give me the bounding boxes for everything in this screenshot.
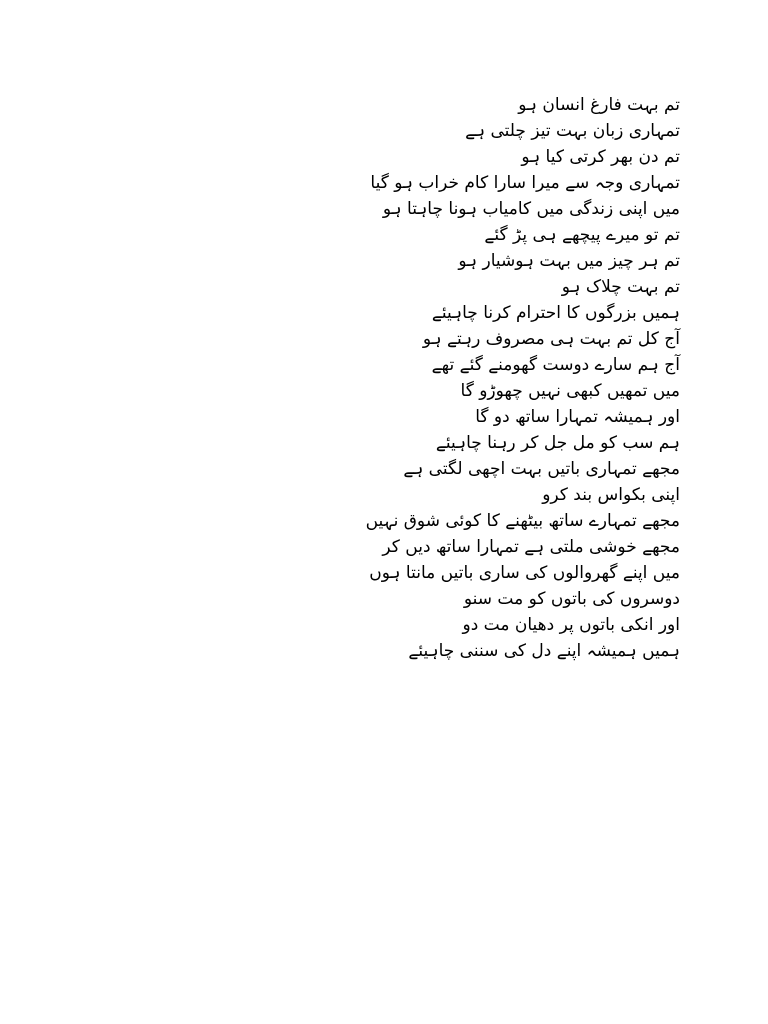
text-line: تمہاری وجہ سے میرا سارا کام خراب ہو گیا: [370, 173, 680, 193]
urdu-text-block: [260, 92, 680, 664]
text-line: مجھے تمہاری باتیں بہت اچھی لگتی ہے: [403, 459, 680, 479]
text-line: تم بہت چلاک ہو: [561, 277, 680, 297]
text-line: مجھے تمہارے ساتھ بیٹھنے کا کوئی شوق نہیں: [365, 511, 680, 531]
text-line: اور انکی باتوں پر دھیان مت دو: [462, 615, 680, 635]
text-line: میں اپنے گھروالوں کی ساری باتیں مانتا ہوں: [369, 563, 680, 583]
text-line: تم تو میرے پیچھے ہی پڑ گئے: [484, 225, 680, 245]
text-line: میں تمھیں کبھی نہیں چھوڑو گا: [460, 381, 680, 401]
text-line: ہم سب کو مل جل کر رہنا چاہیئے: [435, 433, 680, 453]
text-line: تم بہت فارغ انسان ہو: [518, 95, 680, 115]
text-line: ہمیں بزرگوں کا احترام کرنا چاہیئے: [431, 303, 680, 323]
text-line: اور ہمیشہ تمہارا ساتھ دو گا: [475, 407, 680, 427]
text-line: اپنی بکواس بند کرو: [542, 485, 680, 505]
text-line: آج کل تم بہت ہی مصروف رہتے ہو: [422, 329, 680, 349]
text-line: میں اپنی زندگی میں کامیاب ہونا چاہتا ہو: [382, 199, 680, 219]
text-line: تمہاری زبان بہت تیز چلتی ہے: [465, 121, 680, 141]
text-line: مجھے خوشی ملتی ہے تمہارا ساتھ دیں کر: [382, 537, 680, 557]
text-line: تم دن بھر کرتی کیا ہو: [521, 147, 680, 167]
text-line: آج ہم سارے دوست گھومنے گئے تھے: [431, 355, 680, 375]
text-line: دوسروں کی باتوں کو مت سنو: [463, 589, 680, 609]
text-line: تم ہر چیز میں بہت ہوشیار ہو: [458, 251, 680, 271]
text-line: ہمیں ہمیشہ اپنے دل کی سننی چاہیئے: [408, 641, 680, 661]
